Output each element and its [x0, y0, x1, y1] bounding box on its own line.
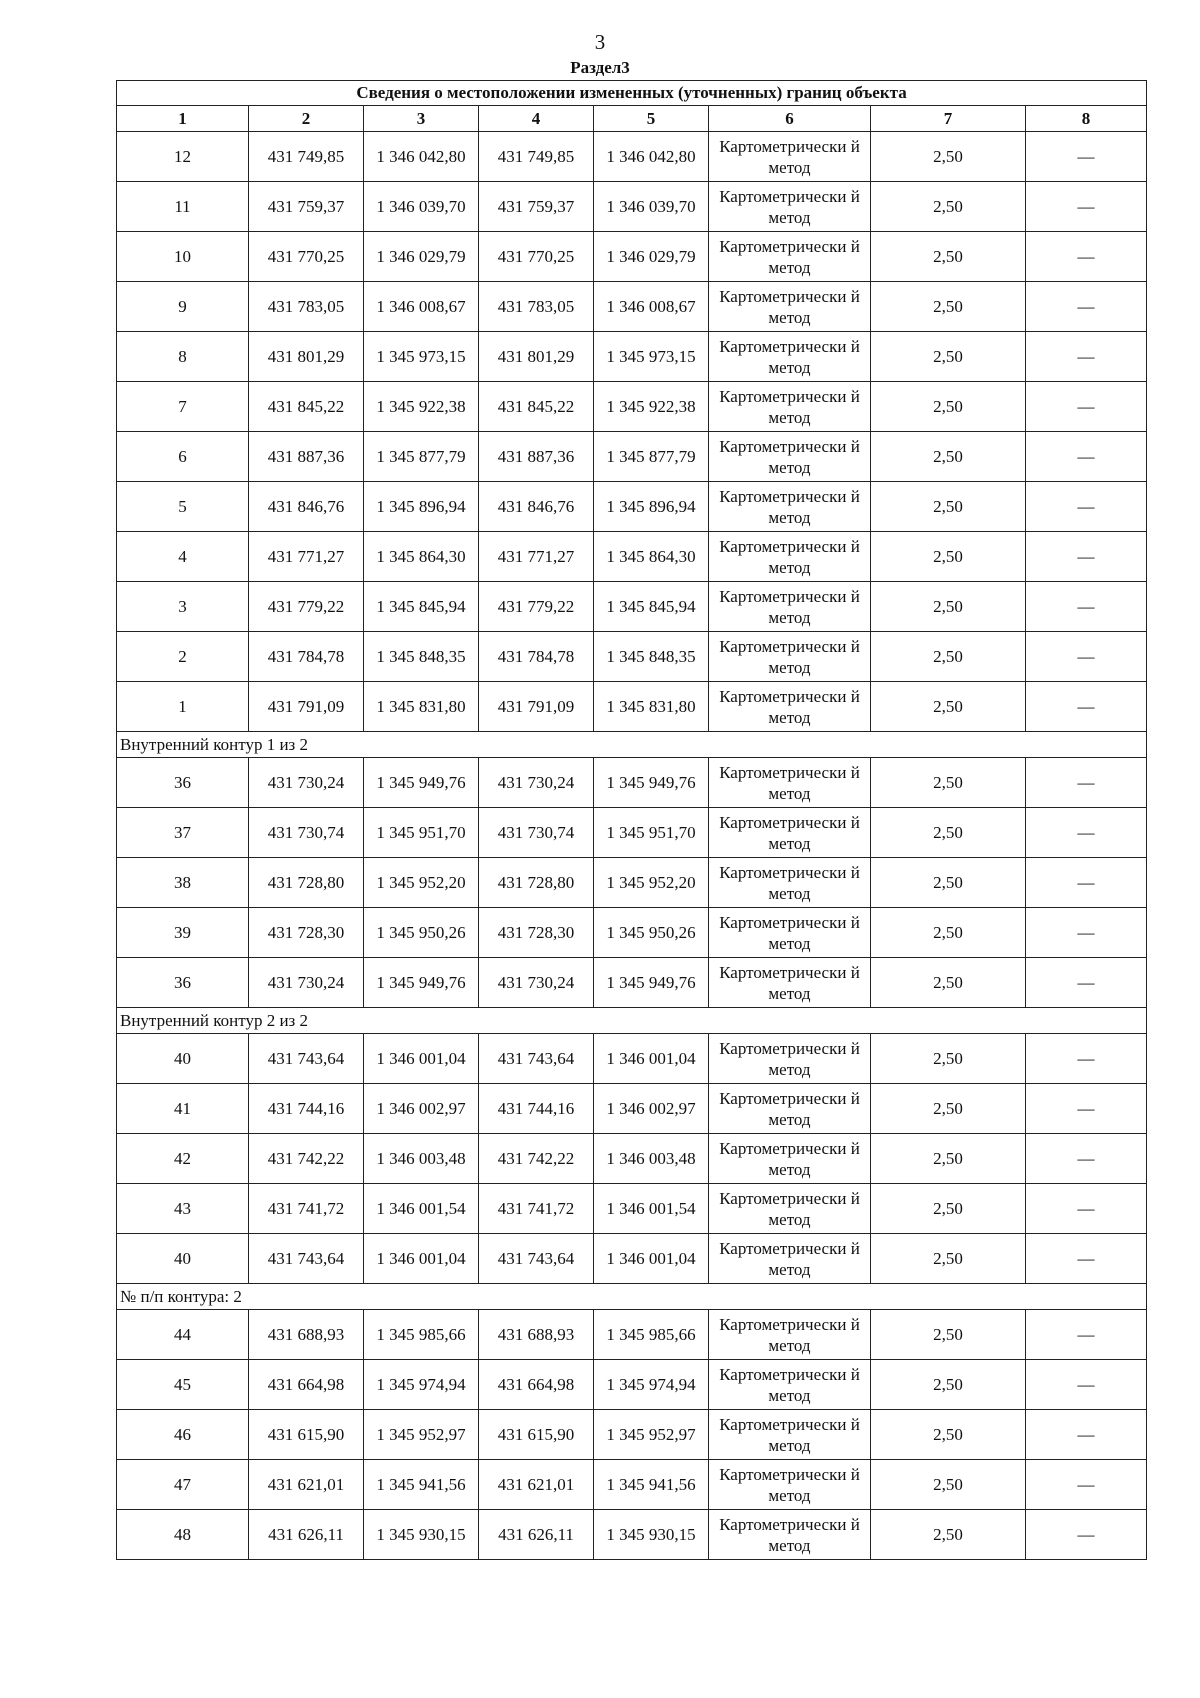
description-cell: — — [1026, 1510, 1147, 1560]
point-number-cell: 45 — [117, 1360, 249, 1410]
section-title: Раздел3 — [570, 58, 630, 77]
y-old-cell: 1 345 877,79 — [364, 432, 479, 482]
table-row — [117, 232, 1147, 282]
column-number: 5 — [594, 106, 709, 132]
table-caption-row — [117, 81, 1147, 106]
x-new-cell: 431 626,11 — [479, 1510, 594, 1560]
table-row — [117, 682, 1147, 732]
method-cell: Картометрически й метод — [709, 632, 871, 682]
table-row — [117, 1310, 1147, 1360]
method-cell: Картометрически й метод — [709, 1134, 871, 1184]
method-cell: Картометрически й метод — [709, 432, 871, 482]
accuracy-cell: 2,50 — [871, 1310, 1026, 1360]
description-cell: — — [1026, 382, 1147, 432]
y-old-cell: 1 346 029,79 — [364, 232, 479, 282]
point-number-cell: 3 — [117, 582, 249, 632]
x-old-cell: 431 730,24 — [249, 758, 364, 808]
accuracy-cell: 2,50 — [871, 232, 1026, 282]
x-old-cell: 431 743,64 — [249, 1234, 364, 1284]
boundary-coordinates-table — [116, 80, 1147, 1560]
description-cell: — — [1026, 632, 1147, 682]
y-old-cell: 1 345 985,66 — [364, 1310, 479, 1360]
method-cell: Картометрически й метод — [709, 758, 871, 808]
method-cell: Картометрически й метод — [709, 232, 871, 282]
x-old-cell: 431 688,93 — [249, 1310, 364, 1360]
description-cell: — — [1026, 808, 1147, 858]
accuracy-cell: 2,50 — [871, 908, 1026, 958]
y-old-cell: 1 345 896,94 — [364, 482, 479, 532]
method-cell: Картометрически й метод — [709, 1510, 871, 1560]
accuracy-cell: 2,50 — [871, 808, 1026, 858]
point-number-cell: 41 — [117, 1084, 249, 1134]
point-number-cell: 4 — [117, 532, 249, 582]
accuracy-cell: 2,50 — [871, 1460, 1026, 1510]
point-number-cell: 6 — [117, 432, 249, 482]
x-old-cell: 431 728,80 — [249, 858, 364, 908]
description-cell: — — [1026, 682, 1147, 732]
y-new-cell: 1 345 952,20 — [594, 858, 709, 908]
description-cell: — — [1026, 1460, 1147, 1510]
y-old-cell: 1 345 848,35 — [364, 632, 479, 682]
y-new-cell: 1 346 008,67 — [594, 282, 709, 332]
x-new-cell: 431 791,09 — [479, 682, 594, 732]
column-number: 4 — [479, 106, 594, 132]
contour-heading: Внутренний контур 1 из 2 — [117, 732, 1147, 758]
description-cell: — — [1026, 1034, 1147, 1084]
description-cell: — — [1026, 1134, 1147, 1184]
accuracy-cell: 2,50 — [871, 1084, 1026, 1134]
description-cell: — — [1026, 1310, 1147, 1360]
y-old-cell: 1 345 922,38 — [364, 382, 479, 432]
table-row — [117, 1460, 1147, 1510]
point-number-cell: 10 — [117, 232, 249, 282]
description-cell: — — [1026, 482, 1147, 532]
table-row — [117, 482, 1147, 532]
table-row — [117, 382, 1147, 432]
y-old-cell: 1 346 008,67 — [364, 282, 479, 332]
contour-heading-row — [117, 1284, 1147, 1310]
contour-heading-row — [117, 1008, 1147, 1034]
table-row — [117, 1034, 1147, 1084]
accuracy-cell: 2,50 — [871, 182, 1026, 232]
table-row — [117, 132, 1147, 182]
x-new-cell: 431 728,80 — [479, 858, 594, 908]
contour-heading: № п/п контура: 2 — [117, 1284, 1147, 1310]
x-new-cell: 431 759,37 — [479, 182, 594, 232]
y-old-cell: 1 345 951,70 — [364, 808, 479, 858]
x-new-cell: 431 742,22 — [479, 1134, 594, 1184]
y-old-cell: 1 346 002,97 — [364, 1084, 479, 1134]
method-cell: Картометрически й метод — [709, 482, 871, 532]
accuracy-cell: 2,50 — [871, 382, 1026, 432]
contour-heading-row — [117, 732, 1147, 758]
method-cell: Картометрически й метод — [709, 132, 871, 182]
table-row — [117, 532, 1147, 582]
x-new-cell: 431 845,22 — [479, 382, 594, 432]
description-cell: — — [1026, 432, 1147, 482]
table-row — [117, 182, 1147, 232]
x-new-cell: 431 730,24 — [479, 758, 594, 808]
method-cell: Картометрически й метод — [709, 1184, 871, 1234]
description-cell: — — [1026, 1410, 1147, 1460]
x-old-cell: 431 771,27 — [249, 532, 364, 582]
table-caption: Сведения о местоположении измененных (уточненных) границ объекта — [117, 81, 1147, 106]
x-new-cell: 431 846,76 — [479, 482, 594, 532]
method-cell: Картометрически й метод — [709, 382, 871, 432]
table-row — [117, 1360, 1147, 1410]
x-new-cell: 431 887,36 — [479, 432, 594, 482]
accuracy-cell: 2,50 — [871, 1184, 1026, 1234]
x-old-cell: 431 626,11 — [249, 1510, 364, 1560]
point-number-cell: 43 — [117, 1184, 249, 1234]
y-old-cell: 1 345 952,20 — [364, 858, 479, 908]
y-new-cell: 1 346 042,80 — [594, 132, 709, 182]
y-old-cell: 1 345 831,80 — [364, 682, 479, 732]
x-new-cell: 431 784,78 — [479, 632, 594, 682]
table-row — [117, 958, 1147, 1008]
description-cell: — — [1026, 332, 1147, 382]
table-row — [117, 908, 1147, 958]
table-row — [117, 1184, 1147, 1234]
y-old-cell: 1 345 973,15 — [364, 332, 479, 382]
method-cell: Картометрически й метод — [709, 682, 871, 732]
description-cell: — — [1026, 1084, 1147, 1134]
column-number: 2 — [249, 106, 364, 132]
x-old-cell: 431 741,72 — [249, 1184, 364, 1234]
y-new-cell: 1 345 941,56 — [594, 1460, 709, 1510]
point-number-cell: 2 — [117, 632, 249, 682]
contour-heading: Внутренний контур 2 из 2 — [117, 1008, 1147, 1034]
y-old-cell: 1 345 952,97 — [364, 1410, 479, 1460]
accuracy-cell: 2,50 — [871, 432, 1026, 482]
x-old-cell: 431 728,30 — [249, 908, 364, 958]
x-old-cell: 431 846,76 — [249, 482, 364, 532]
column-number-row — [117, 106, 1147, 132]
y-new-cell: 1 345 949,76 — [594, 958, 709, 1008]
y-old-cell: 1 346 039,70 — [364, 182, 479, 232]
point-number-cell: 11 — [117, 182, 249, 232]
point-number-cell: 12 — [117, 132, 249, 182]
x-new-cell: 431 664,98 — [479, 1360, 594, 1410]
y-new-cell: 1 346 002,97 — [594, 1084, 709, 1134]
description-cell: — — [1026, 758, 1147, 808]
y-new-cell: 1 346 001,04 — [594, 1034, 709, 1084]
method-cell: Картометрически й метод — [709, 332, 871, 382]
accuracy-cell: 2,50 — [871, 858, 1026, 908]
accuracy-cell: 2,50 — [871, 132, 1026, 182]
x-old-cell: 431 744,16 — [249, 1084, 364, 1134]
y-old-cell: 1 345 930,15 — [364, 1510, 479, 1560]
point-number-cell: 39 — [117, 908, 249, 958]
point-number-cell: 40 — [117, 1234, 249, 1284]
description-cell: — — [1026, 232, 1147, 282]
y-old-cell: 1 345 950,26 — [364, 908, 479, 958]
method-cell: Картометрически й метод — [709, 1310, 871, 1360]
point-number-cell: 36 — [117, 758, 249, 808]
x-new-cell: 431 728,30 — [479, 908, 594, 958]
point-number-cell: 37 — [117, 808, 249, 858]
description-cell: — — [1026, 132, 1147, 182]
table-row — [117, 282, 1147, 332]
method-cell: Картометрически й метод — [709, 182, 871, 232]
y-old-cell: 1 346 003,48 — [364, 1134, 479, 1184]
x-new-cell: 431 783,05 — [479, 282, 594, 332]
page-number: 3 — [594, 30, 606, 54]
x-new-cell: 431 744,16 — [479, 1084, 594, 1134]
method-cell: Картометрически й метод — [709, 908, 871, 958]
method-cell: Картометрически й метод — [709, 1460, 871, 1510]
table-row — [117, 632, 1147, 682]
table-row — [117, 1084, 1147, 1134]
y-new-cell: 1 345 952,97 — [594, 1410, 709, 1460]
description-cell: — — [1026, 582, 1147, 632]
method-cell: Картометрически й метод — [709, 1234, 871, 1284]
x-old-cell: 431 742,22 — [249, 1134, 364, 1184]
accuracy-cell: 2,50 — [871, 332, 1026, 382]
x-old-cell: 431 621,01 — [249, 1460, 364, 1510]
accuracy-cell: 2,50 — [871, 1134, 1026, 1184]
point-number-cell: 42 — [117, 1134, 249, 1184]
accuracy-cell: 2,50 — [871, 482, 1026, 532]
y-old-cell: 1 346 042,80 — [364, 132, 479, 182]
table-row — [117, 1134, 1147, 1184]
x-old-cell: 431 615,90 — [249, 1410, 364, 1460]
x-old-cell: 431 791,09 — [249, 682, 364, 732]
y-new-cell: 1 346 029,79 — [594, 232, 709, 282]
y-new-cell: 1 345 985,66 — [594, 1310, 709, 1360]
x-old-cell: 431 749,85 — [249, 132, 364, 182]
x-new-cell: 431 743,64 — [479, 1234, 594, 1284]
description-cell: — — [1026, 1360, 1147, 1410]
y-new-cell: 1 345 974,94 — [594, 1360, 709, 1410]
point-number-cell: 5 — [117, 482, 249, 532]
accuracy-cell: 2,50 — [871, 758, 1026, 808]
x-old-cell: 431 664,98 — [249, 1360, 364, 1410]
x-old-cell: 431 759,37 — [249, 182, 364, 232]
y-old-cell: 1 346 001,04 — [364, 1034, 479, 1084]
method-cell: Картометрически й метод — [709, 858, 871, 908]
accuracy-cell: 2,50 — [871, 682, 1026, 732]
method-cell: Картометрически й метод — [709, 958, 871, 1008]
x-new-cell: 431 771,27 — [479, 532, 594, 582]
column-number: 7 — [871, 106, 1026, 132]
x-old-cell: 431 779,22 — [249, 582, 364, 632]
description-cell: — — [1026, 1234, 1147, 1284]
x-new-cell: 431 801,29 — [479, 332, 594, 382]
method-cell: Картометрически й метод — [709, 1410, 871, 1460]
method-cell: Картометрически й метод — [709, 282, 871, 332]
y-new-cell: 1 345 864,30 — [594, 532, 709, 582]
point-number-cell: 44 — [117, 1310, 249, 1360]
x-new-cell: 431 621,01 — [479, 1460, 594, 1510]
accuracy-cell: 2,50 — [871, 958, 1026, 1008]
table-row — [117, 758, 1147, 808]
accuracy-cell: 2,50 — [871, 1034, 1026, 1084]
y-new-cell: 1 345 949,76 — [594, 758, 709, 808]
table-row — [117, 1410, 1147, 1460]
x-old-cell: 431 730,24 — [249, 958, 364, 1008]
x-new-cell: 431 749,85 — [479, 132, 594, 182]
description-cell: — — [1026, 908, 1147, 958]
point-number-cell: 8 — [117, 332, 249, 382]
x-new-cell: 431 770,25 — [479, 232, 594, 282]
x-new-cell: 431 743,64 — [479, 1034, 594, 1084]
x-new-cell: 431 688,93 — [479, 1310, 594, 1360]
description-cell: — — [1026, 1184, 1147, 1234]
point-number-cell: 48 — [117, 1510, 249, 1560]
y-new-cell: 1 345 848,35 — [594, 632, 709, 682]
y-old-cell: 1 345 864,30 — [364, 532, 479, 582]
y-new-cell: 1 346 001,04 — [594, 1234, 709, 1284]
point-number-cell: 1 — [117, 682, 249, 732]
accuracy-cell: 2,50 — [871, 1360, 1026, 1410]
method-cell: Картометрически й метод — [709, 582, 871, 632]
x-new-cell: 431 730,74 — [479, 808, 594, 858]
y-old-cell: 1 346 001,04 — [364, 1234, 479, 1284]
x-old-cell: 431 743,64 — [249, 1034, 364, 1084]
description-cell: — — [1026, 858, 1147, 908]
y-new-cell: 1 345 951,70 — [594, 808, 709, 858]
point-number-cell: 40 — [117, 1034, 249, 1084]
x-old-cell: 431 845,22 — [249, 382, 364, 432]
y-old-cell: 1 345 949,76 — [364, 758, 479, 808]
description-cell: — — [1026, 958, 1147, 1008]
table-row — [117, 1510, 1147, 1560]
x-old-cell: 431 801,29 — [249, 332, 364, 382]
column-number: 3 — [364, 106, 479, 132]
x-old-cell: 431 770,25 — [249, 232, 364, 282]
accuracy-cell: 2,50 — [871, 1510, 1026, 1560]
table-row — [117, 1234, 1147, 1284]
x-new-cell: 431 779,22 — [479, 582, 594, 632]
method-cell: Картометрически й метод — [709, 532, 871, 582]
accuracy-cell: 2,50 — [871, 532, 1026, 582]
y-new-cell: 1 345 973,15 — [594, 332, 709, 382]
point-number-cell: 38 — [117, 858, 249, 908]
y-old-cell: 1 345 941,56 — [364, 1460, 479, 1510]
method-cell: Картометрически й метод — [709, 1084, 871, 1134]
method-cell: Картометрически й метод — [709, 1360, 871, 1410]
y-new-cell: 1 346 001,54 — [594, 1184, 709, 1234]
method-cell: Картометрически й метод — [709, 1034, 871, 1084]
accuracy-cell: 2,50 — [871, 1234, 1026, 1284]
x-old-cell: 431 730,74 — [249, 808, 364, 858]
x-old-cell: 431 784,78 — [249, 632, 364, 682]
accuracy-cell: 2,50 — [871, 1410, 1026, 1460]
table-row — [117, 808, 1147, 858]
x-new-cell: 431 741,72 — [479, 1184, 594, 1234]
point-number-cell: 47 — [117, 1460, 249, 1510]
y-old-cell: 1 345 949,76 — [364, 958, 479, 1008]
point-number-cell: 46 — [117, 1410, 249, 1460]
y-new-cell: 1 345 877,79 — [594, 432, 709, 482]
description-cell: — — [1026, 282, 1147, 332]
description-cell: — — [1026, 182, 1147, 232]
point-number-cell: 36 — [117, 958, 249, 1008]
point-number-cell: 9 — [117, 282, 249, 332]
y-new-cell: 1 345 930,15 — [594, 1510, 709, 1560]
column-number: 6 — [709, 106, 871, 132]
table-row — [117, 432, 1147, 482]
y-new-cell: 1 345 950,26 — [594, 908, 709, 958]
x-old-cell: 431 783,05 — [249, 282, 364, 332]
y-old-cell: 1 345 974,94 — [364, 1360, 479, 1410]
y-old-cell: 1 345 845,94 — [364, 582, 479, 632]
table-row — [117, 582, 1147, 632]
y-old-cell: 1 346 001,54 — [364, 1184, 479, 1234]
column-number: 8 — [1026, 106, 1147, 132]
accuracy-cell: 2,50 — [871, 282, 1026, 332]
x-new-cell: 431 615,90 — [479, 1410, 594, 1460]
y-new-cell: 1 346 003,48 — [594, 1134, 709, 1184]
point-number-cell: 7 — [117, 382, 249, 432]
table-row — [117, 858, 1147, 908]
x-old-cell: 431 887,36 — [249, 432, 364, 482]
table-row — [117, 332, 1147, 382]
column-number: 1 — [117, 106, 249, 132]
description-cell: — — [1026, 532, 1147, 582]
x-new-cell: 431 730,24 — [479, 958, 594, 1008]
y-new-cell: 1 345 896,94 — [594, 482, 709, 532]
accuracy-cell: 2,50 — [871, 582, 1026, 632]
y-new-cell: 1 345 831,80 — [594, 682, 709, 732]
y-new-cell: 1 346 039,70 — [594, 182, 709, 232]
accuracy-cell: 2,50 — [871, 632, 1026, 682]
y-new-cell: 1 345 845,94 — [594, 582, 709, 632]
method-cell: Картометрически й метод — [709, 808, 871, 858]
y-new-cell: 1 345 922,38 — [594, 382, 709, 432]
